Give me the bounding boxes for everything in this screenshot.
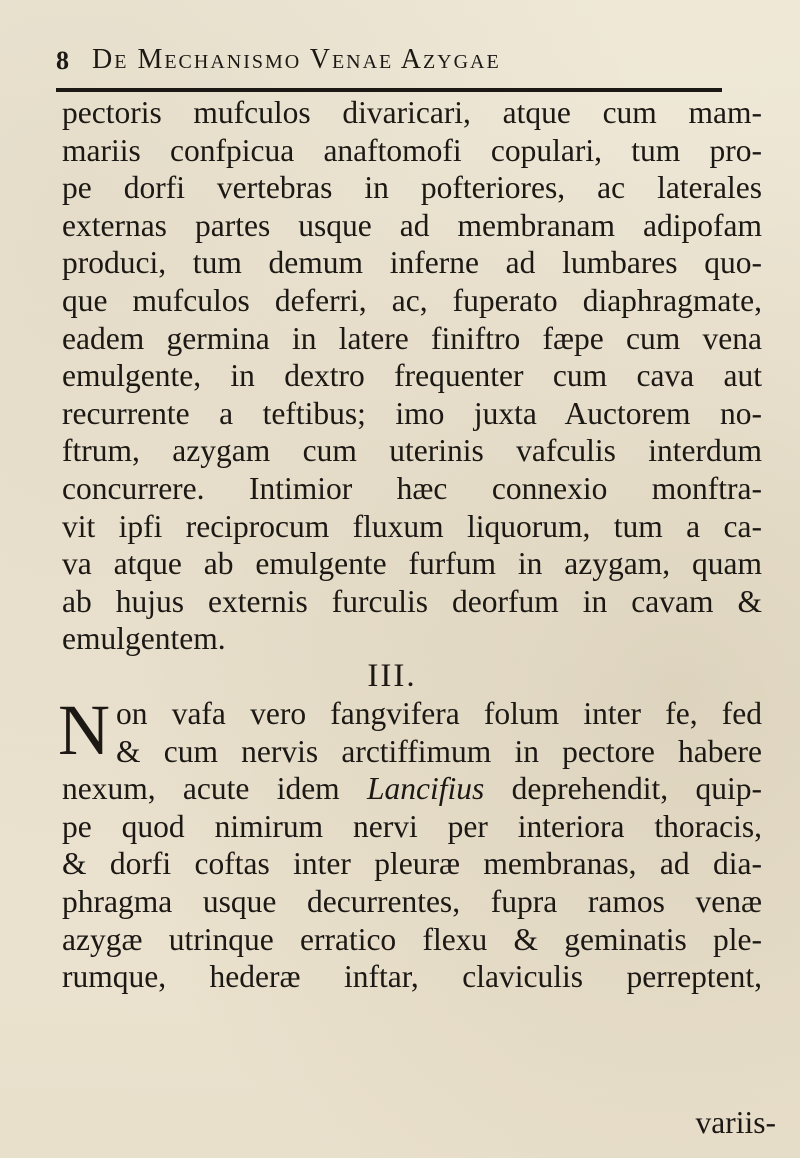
text-line: pe quod nimirum nervi per interiora thoracis, — [62, 808, 762, 844]
section-number: III. — [367, 657, 417, 694]
text-line: va atque ab emulgente furfum in azygam, quam — [62, 546, 762, 582]
running-title: De Mechanismo Venae Azygae — [92, 44, 501, 75]
author-name: Lancifius — [367, 771, 485, 807]
header-rule — [56, 88, 722, 92]
drop-cap: N — [58, 690, 110, 770]
text-segment: deprehendit, quip- — [484, 771, 762, 807]
text-line: & cum nervis arctiffimum in pectore habere — [116, 733, 762, 769]
text-segment: nexum, acute idem — [62, 771, 368, 807]
text-line: pectoris mufculos divaricari, atque cum mam- — [62, 95, 762, 130]
page-header — [56, 42, 716, 82]
text-line: & dorfi coftas inter pleuræ membranas, ad dia- — [62, 846, 762, 882]
text-line: produci, tum demum inferne ad lumbares quo- — [62, 245, 762, 281]
text-line: azygæ utrinque erratico flexu & geminatis ple- — [62, 921, 762, 957]
text-line: mariis confpicua anaftomofi copulari, tum pro- — [62, 132, 762, 168]
catchword: variis- — [695, 1105, 776, 1140]
text-line: vit ipfi reciprocum fluxum liquorum, tum a ca- — [62, 508, 762, 544]
paragraph-continued — [62, 94, 762, 694]
text-line: recurrente a teftibus; imo juxta Auctorem no- — [62, 395, 762, 431]
text-line: phragma usque decurrentes, fupra ramos venæ — [62, 883, 762, 919]
text-line: on vafa vero fangvifera folum inter fe, fed — [116, 696, 762, 731]
text-line: eadem germina in latere finiftro fæpe cum vena — [62, 320, 762, 356]
page-number: 8 — [56, 46, 69, 75]
text-line: ftrum, azygam cum uterinis vafculis interdum — [62, 433, 762, 469]
text-line: emulgentem. — [62, 621, 226, 657]
text-line: rumque, hederæ inftar, claviculis perreptent, — [62, 959, 762, 995]
paragraph-section-3 — [58, 690, 762, 996]
text-line: que mufculos deferri, ac, fuperato diaphragmate, — [62, 282, 762, 318]
text-line — [62, 770, 762, 808]
text-line: externas partes usque ad membranam adipofam — [62, 207, 762, 243]
text-line: ab hujus externis furculis deorfum in cavam & — [62, 583, 762, 619]
text-line: pe dorfi vertebras in pofteriores, ac laterales — [62, 170, 762, 206]
text-line: emulgente, in dextro frequenter cum cava aut — [62, 358, 762, 394]
text-line: concurrere. Intimior hæc connexio monftra- — [62, 470, 762, 506]
